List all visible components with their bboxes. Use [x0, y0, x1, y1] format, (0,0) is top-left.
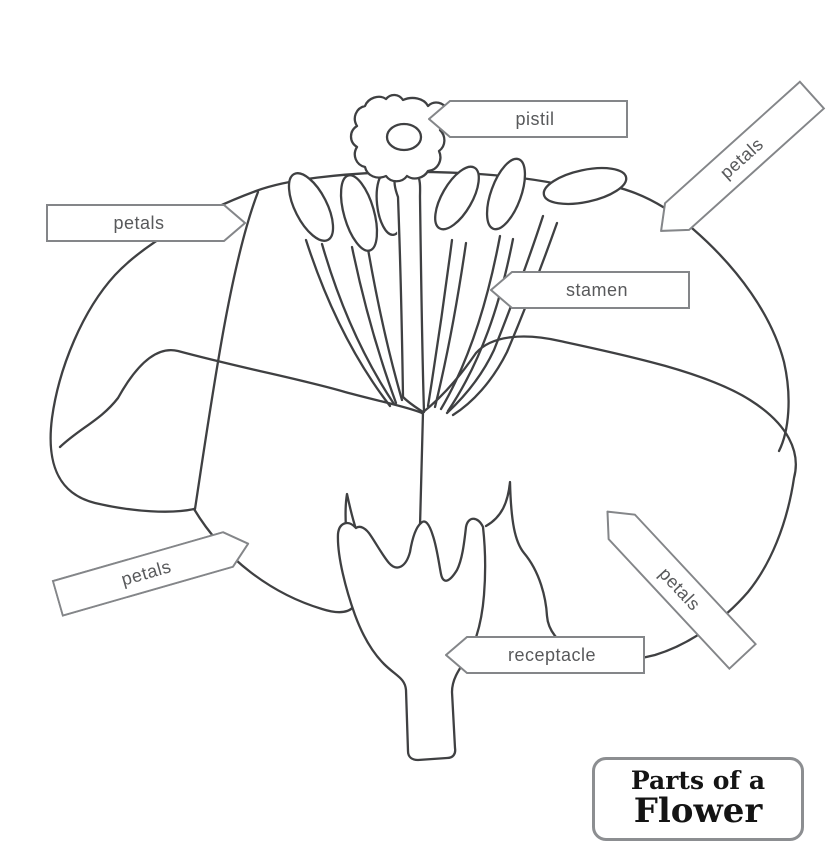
title-box [592, 757, 804, 841]
label-petals-text: petals [655, 563, 705, 615]
label-receptacle [445, 636, 645, 674]
label-petals-top-left [46, 204, 246, 242]
label-pistil-text: pistil [515, 108, 555, 129]
label-petals-text: petals [118, 555, 174, 590]
stamen-filaments [306, 216, 557, 415]
pistil-style-lower [403, 397, 423, 526]
label-stamen [490, 271, 690, 309]
petal-front-left [60, 350, 422, 447]
stamen-anthers [280, 154, 629, 255]
title-line2: Flower [633, 791, 763, 832]
title-line1: Parts of a [630, 766, 766, 796]
label-petals-text: petals [715, 133, 768, 183]
label-receptacle-text: receptacle [507, 644, 597, 665]
label-petals-text: petals [113, 212, 165, 233]
pistil-stigma-opening [387, 124, 421, 150]
label-stamen-text: stamen [565, 279, 629, 300]
label-pistil [428, 100, 628, 138]
